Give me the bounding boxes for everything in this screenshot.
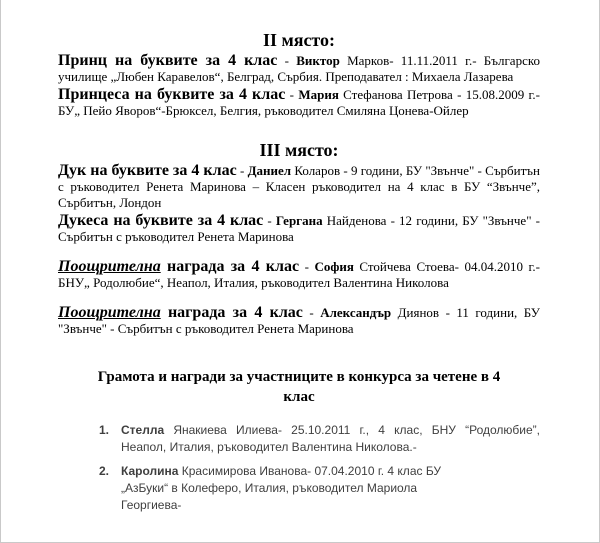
winner-details: Марков- 11.11.2011 г.- Българско училище „Любен Каравелов“, Белград, Сърбия. Преподавател : Михаела Лазарева [58, 53, 541, 84]
award-entry-encouragement-1 [58, 259, 540, 291]
winner-details: Стефанова Петрова - 15.08.2009 г.- БУ„ Пейо Яворов“-Брюксел, Белгия, ръководител Смиляна Цонева-Ойлер [58, 87, 540, 118]
participant-details: Янакиева Илиева- 25.10.2011 г., 4 клас, БНУ “Родолюбие”, Неапол, Италия, ръководител Валентина Николова.- [121, 423, 540, 454]
list-item-number: 1. [99, 423, 110, 437]
certificate-heading: Грамота и награди за участниците в конкурса за четене в 4 клас [97, 369, 501, 405]
winner-name: Виктор [296, 53, 340, 68]
dash-separator: - [236, 163, 248, 178]
participant-name: Стелла [121, 423, 165, 437]
winner-name: София [314, 259, 354, 274]
award-title-underlined: Поощрителна [58, 258, 161, 275]
winner-details: Найденова - 12 години, БУ "Звънче" - Сърбитън с ръководител Ренета Маринова [58, 213, 540, 244]
award-entry-encouragement-2 [58, 305, 540, 337]
dash-separator: - [277, 53, 297, 68]
dash-separator: - [302, 305, 321, 320]
award-title: Принц на буквите за 4 клас [58, 52, 278, 69]
list-item-text [121, 422, 540, 456]
winner-details: Диянов - 11 години, БУ "Звънче" - Сърбитън с ръководител Ренета Маринова [58, 305, 540, 336]
list-item-text [121, 463, 466, 514]
participant-list [58, 422, 540, 514]
winner-name: Даниел [247, 163, 292, 178]
award-title: награда за 4 клас [160, 304, 303, 321]
dash-separator: - [299, 259, 315, 274]
section-heading-second-place: II място: [262, 30, 336, 50]
winner-details: Стойчева Стоева- 04.04.2010 г.- БНУ„ Родолюбие“, Неапол, Италия, ръководител Валентина Николова [58, 259, 540, 290]
participant-name: Каролина [121, 464, 179, 478]
award-title: Дукеса на буквите за 4 клас [58, 212, 264, 229]
award-entry-duke [58, 163, 540, 211]
section-heading-third-place: III място: [259, 140, 339, 160]
winner-name: Мария [298, 87, 339, 102]
award-entry-princess [58, 87, 540, 119]
award-entry-prince [58, 53, 540, 85]
award-entry-duchess [58, 213, 540, 245]
dash-separator: - [263, 213, 276, 228]
award-title: награда за 4 клас [160, 258, 300, 275]
dash-separator: - [285, 87, 299, 102]
list-item [99, 463, 540, 514]
award-title: Дук на буквите за 4 клас [58, 162, 237, 179]
list-item-number: 2. [99, 464, 110, 478]
participant-details: Красимирова Иванова- 07.04.2010 г. 4 клас БУ „АзБуки“ в Колеферо, Италия, ръководител Мариола Георгиева- [121, 464, 442, 512]
winner-details: Коларов - 9 години, БУ "Звънче" - Сърбитън с ръководител Ренета Маринова – Класен ръководител на 4 клас в БУ “Звънче”, Сърбитън, Лондон [58, 163, 540, 210]
award-title-underlined: Поощрителна [58, 304, 161, 321]
award-title: Принцеса на буквите за 4 клас [58, 86, 286, 103]
winner-name: Гергана [275, 213, 323, 228]
list-item [99, 422, 540, 456]
winner-name: Александър [320, 305, 392, 320]
